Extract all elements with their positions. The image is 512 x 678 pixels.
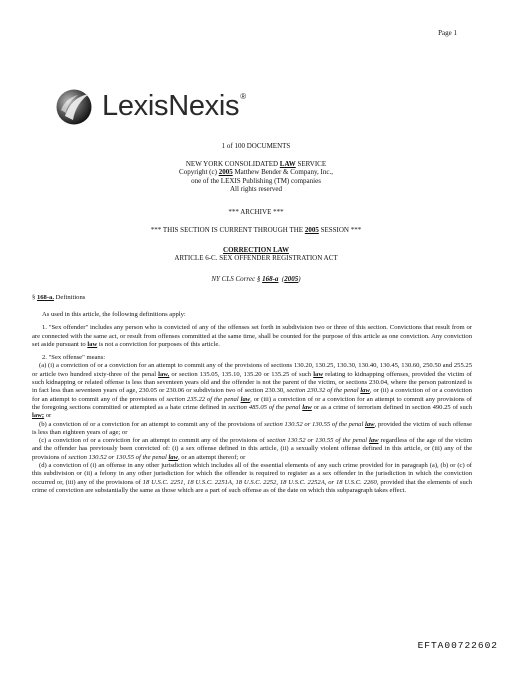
p1-law: law xyxy=(87,340,98,348)
a-text-7: or xyxy=(44,412,52,420)
intro-paragraph: As used in this article, the following definitions apply: xyxy=(42,311,186,318)
archive-banner: *** ARCHIVE *** xyxy=(228,208,284,216)
a-law-2: law xyxy=(313,370,324,378)
copyright-line2: one of the LEXIS Publishing (TM) companies xyxy=(191,176,321,185)
a-law-1: law, xyxy=(158,370,170,378)
section-heading xyxy=(32,294,472,302)
section-number: 168-a. xyxy=(36,294,54,301)
paragraph-2c xyxy=(32,437,472,462)
paragraph-1 xyxy=(32,324,472,349)
b-italic-1: section 130.52 or 130.55 of the penal xyxy=(264,420,366,428)
c-italic-2: section 130.52 or 130.55 of the penal xyxy=(68,453,169,461)
c-law-2: law xyxy=(168,453,178,461)
d-italic-1: 18 U.S.C. 2251, 18 U.S.C. 2251A, 18 U.S.C. 2252, 18 U.S.C. 2252A, or 18 U.S.C. 2260, xyxy=(142,478,379,486)
section-sign: § xyxy=(32,294,37,301)
document-id: EFTA00722602 xyxy=(417,640,498,651)
paragraph-2d xyxy=(32,462,472,495)
logo-registered-mark: ® xyxy=(240,91,246,101)
service-post: SERVICE xyxy=(295,160,327,168)
a-text-4: , or (ii) a conviction of or a conviction for an attempt to commit any of the provisions of xyxy=(32,387,473,403)
a-text-2: or section 135.05, 135.10, 135.20 or 135.25 of such xyxy=(169,370,314,378)
b-text-2: , provided the victim of such offense is less than eighteen years of age; or xyxy=(32,420,472,436)
lexisnexis-globe-icon xyxy=(55,86,95,126)
a-italic-2: section 235.22 of the penal xyxy=(166,395,241,403)
document-count: 1 of 100 DOCUMENTS xyxy=(221,142,291,150)
citation-year: 2005 xyxy=(284,275,299,283)
a-law-3: law xyxy=(360,387,370,395)
logo-wordmark xyxy=(102,90,246,123)
paragraph-2b xyxy=(32,421,472,438)
citation-pre: NY CLS Correc § xyxy=(211,275,263,283)
d-text-1: (d) a conviction of (i) an offense in any other jurisdiction which includes all of the essential elements of any such crime provided for in paragraph (a), (b) or (c) of this subdivision or (ii) a felony in any other jurisdiction for which the offender is required to register as a sex offender in the jurisdiction in which the conviction occurred or, (iii) any of the provisions of xyxy=(32,462,472,486)
a-law-4: law xyxy=(240,395,251,403)
citation-section: 168-a xyxy=(262,275,279,283)
p1-text-a: 1. "Sex offender" includes any person who is convicted of any of the offenses set forth in subdivision two or three of this section. Convictions that result from or are connected with the same act, or result from offenses committed at the same time, shall be counted for the purpose of this article as one conviction. Any conviction set aside pursuant to xyxy=(32,324,472,348)
service-line xyxy=(0,160,512,168)
b-law-1: law xyxy=(365,420,375,428)
rights-reserved: All rights reserved xyxy=(229,185,283,194)
c-text-2: regardless of the age of the victim and the offender has previously been convicted of: (i) a sex offense defined in this article, (ii) a sexually violent offense defined in this article, or (iii) any of the provisions of xyxy=(32,437,472,461)
section-title: Definitions xyxy=(54,294,86,301)
a-law-5: law xyxy=(302,403,312,411)
citation: NY CLS Correc § 168-a (2005) xyxy=(211,275,301,283)
service-pre: NEW YORK CONSOLIDATED xyxy=(185,160,280,168)
law-title: CORRECTION LAW xyxy=(223,246,289,254)
paragraph-2a xyxy=(32,362,472,420)
current-pre: *** THIS SECTION IS CURRENT THROUGH THE xyxy=(150,226,305,234)
a-text-5: , or (iii) a conviction of or a conviction for an attempt to commit any provisions of the foregoing sections committed or attempted as a hate crime defined in xyxy=(32,395,473,411)
a-italic-3: section 485.05 of the penal xyxy=(228,403,303,411)
current-post: SESSION *** xyxy=(318,226,362,234)
c-law-1: law xyxy=(369,437,379,445)
current-year: 2005 xyxy=(304,226,319,234)
logo-text: LexisNexis xyxy=(102,89,240,122)
c-text-1: (c) a conviction of or a conviction for an attempt to commit any of the provisions of xyxy=(39,437,267,445)
page-number: Page 1 xyxy=(438,29,457,37)
a-text-6: or as a crime of terrorism defined in section 490.25 of such xyxy=(311,403,473,411)
document-body xyxy=(32,311,472,495)
copyright-post: Matthew Bender & Company, Inc., xyxy=(232,168,333,177)
a-law-6: law; xyxy=(32,412,45,420)
d-text-2: provided that the elements of such crime of conviction are substantially the same as those which are a part of such offense as of the date on which this subparagraph takes effect. xyxy=(32,478,472,494)
c-italic-1: section 130.52 or 130.55 of the penal xyxy=(266,437,370,445)
current-through xyxy=(0,226,512,234)
law-title-block xyxy=(0,246,512,263)
lexisnexis-logo xyxy=(55,86,246,126)
copyright-pre: Copyright (c) xyxy=(179,168,219,177)
a-italic-1: section 230.32 of the penal xyxy=(286,387,361,395)
paragraph-2-heading: 2. "Sex offense" means: xyxy=(42,354,106,362)
service-law: LAW xyxy=(279,160,296,168)
a-text-3: relating to kidnapping offenses, provided the victim of such kidnapping or related offense is less than seventeen years old and the offender is not the parent of the victim, or sections 230.04, where the person patronized is in fact less than seventeen years of age, 230.05 or 230.06 or subdivision two of section 230.30, xyxy=(32,370,472,395)
copyright-line xyxy=(0,168,512,176)
service-header xyxy=(0,160,512,194)
b-text-1: (b) a conviction of or a conviction for an attempt to commit any of the provisions of xyxy=(39,420,265,428)
copyright-year: 2005 xyxy=(218,168,233,177)
a-text-1: (a) (i) a conviction of or a conviction for an attempt to commit any of the provisions of sections 130.20, 130.25, 130.30, 130.40, 130.45, 130.60, 250.50 and 255.25 or article two hundred sixty-three of the penal xyxy=(32,362,472,378)
c-text-3: , or an attempt thereof; or xyxy=(177,453,246,461)
p1-text-b: is not a conviction for purposes of this article. xyxy=(97,340,220,348)
article-title: ARTICLE 6-C. SEX OFFENDER REGISTRATION ACT xyxy=(174,254,338,263)
